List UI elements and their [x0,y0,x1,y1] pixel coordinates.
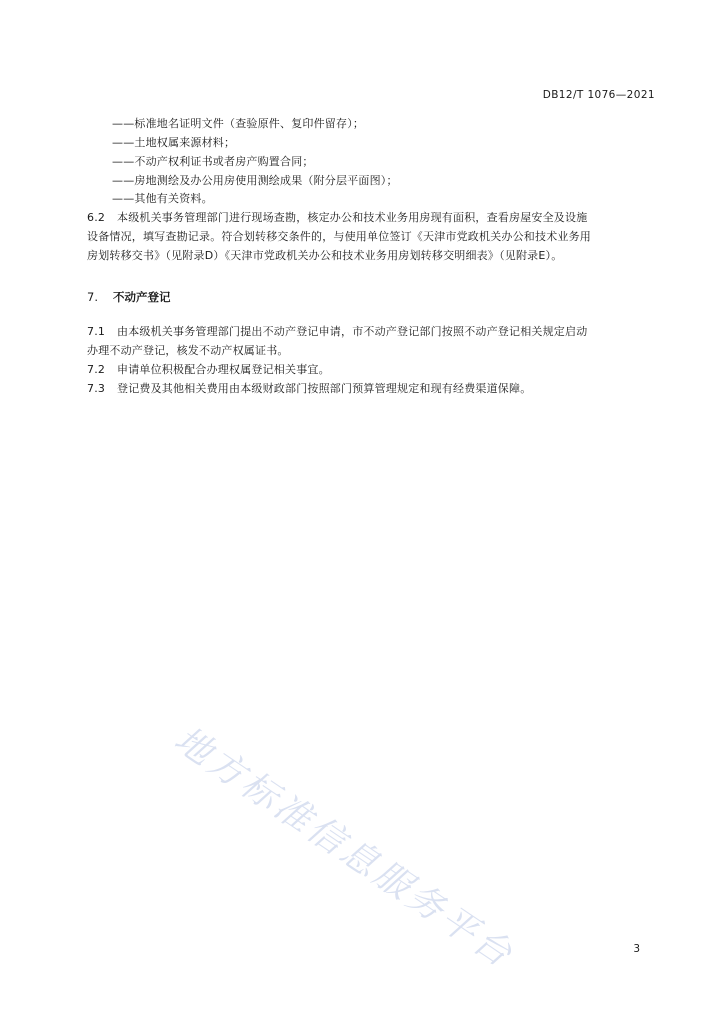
clause-text: 由本级机关事务管理部门提出不动产登记申请，市不动产登记部门按照不动产登记相关规定启动 [117,325,588,338]
watermark: 地方标准信息服务平台 [166,718,522,977]
clause-6-2-line-2: 设备情况，填写查勘记录。符合划转移交条件的，与使用单位签订《天津市党政机关办公和技术业务用 [87,230,591,243]
section-heading [87,289,171,305]
clause-number: 7.2 [87,363,106,376]
clause-7-3 [87,381,531,397]
list-item: ——房地测绘及办公用房使用测绘成果（附分层平面图）； [112,174,398,187]
clause-text: 本级机关事务管理部门进行现场查勘，核定办公和技术业务用房现有面积，查看房屋安全及设施 [117,211,588,224]
section-number: 7. [87,290,98,304]
list-item: ——不动产权利证书或者房产购置合同； [112,155,314,168]
clause-text: 申请单位积极配合办理权属登记相关事宜。 [117,363,330,376]
clause-7-1-line-1 [87,324,587,340]
list-item: ——其他有关资料。 [112,192,213,205]
clause-number: 7.3 [87,382,106,395]
section-title: 不动产登记 [113,290,171,304]
standard-code: DB12/T 1076—2021 [542,89,655,101]
clause-7-2 [87,362,330,378]
clause-6-2-line-3: 房划转移交书》（见附录D）《天津市党政机关办公和技术业务用房划转移交明细表》（见附录E）。 [87,249,563,262]
clause-text: 登记费及其他相关费用由本级财政部门按照部门预算管理规定和现有经费渠道保障。 [117,382,532,395]
clause-number: 6.2 [87,211,106,224]
clause-7-1-line-2: 办理不动产登记，核发不动产权属证书。 [87,344,289,357]
clause-number: 7.1 [87,325,106,338]
list-item: ——土地权属来源材料； [112,136,236,149]
clause-6-2-line-1 [87,210,587,226]
page-number: 3 [633,943,640,955]
list-item: ——标准地名证明文件（查验原件、复印件留存）； [112,117,365,130]
